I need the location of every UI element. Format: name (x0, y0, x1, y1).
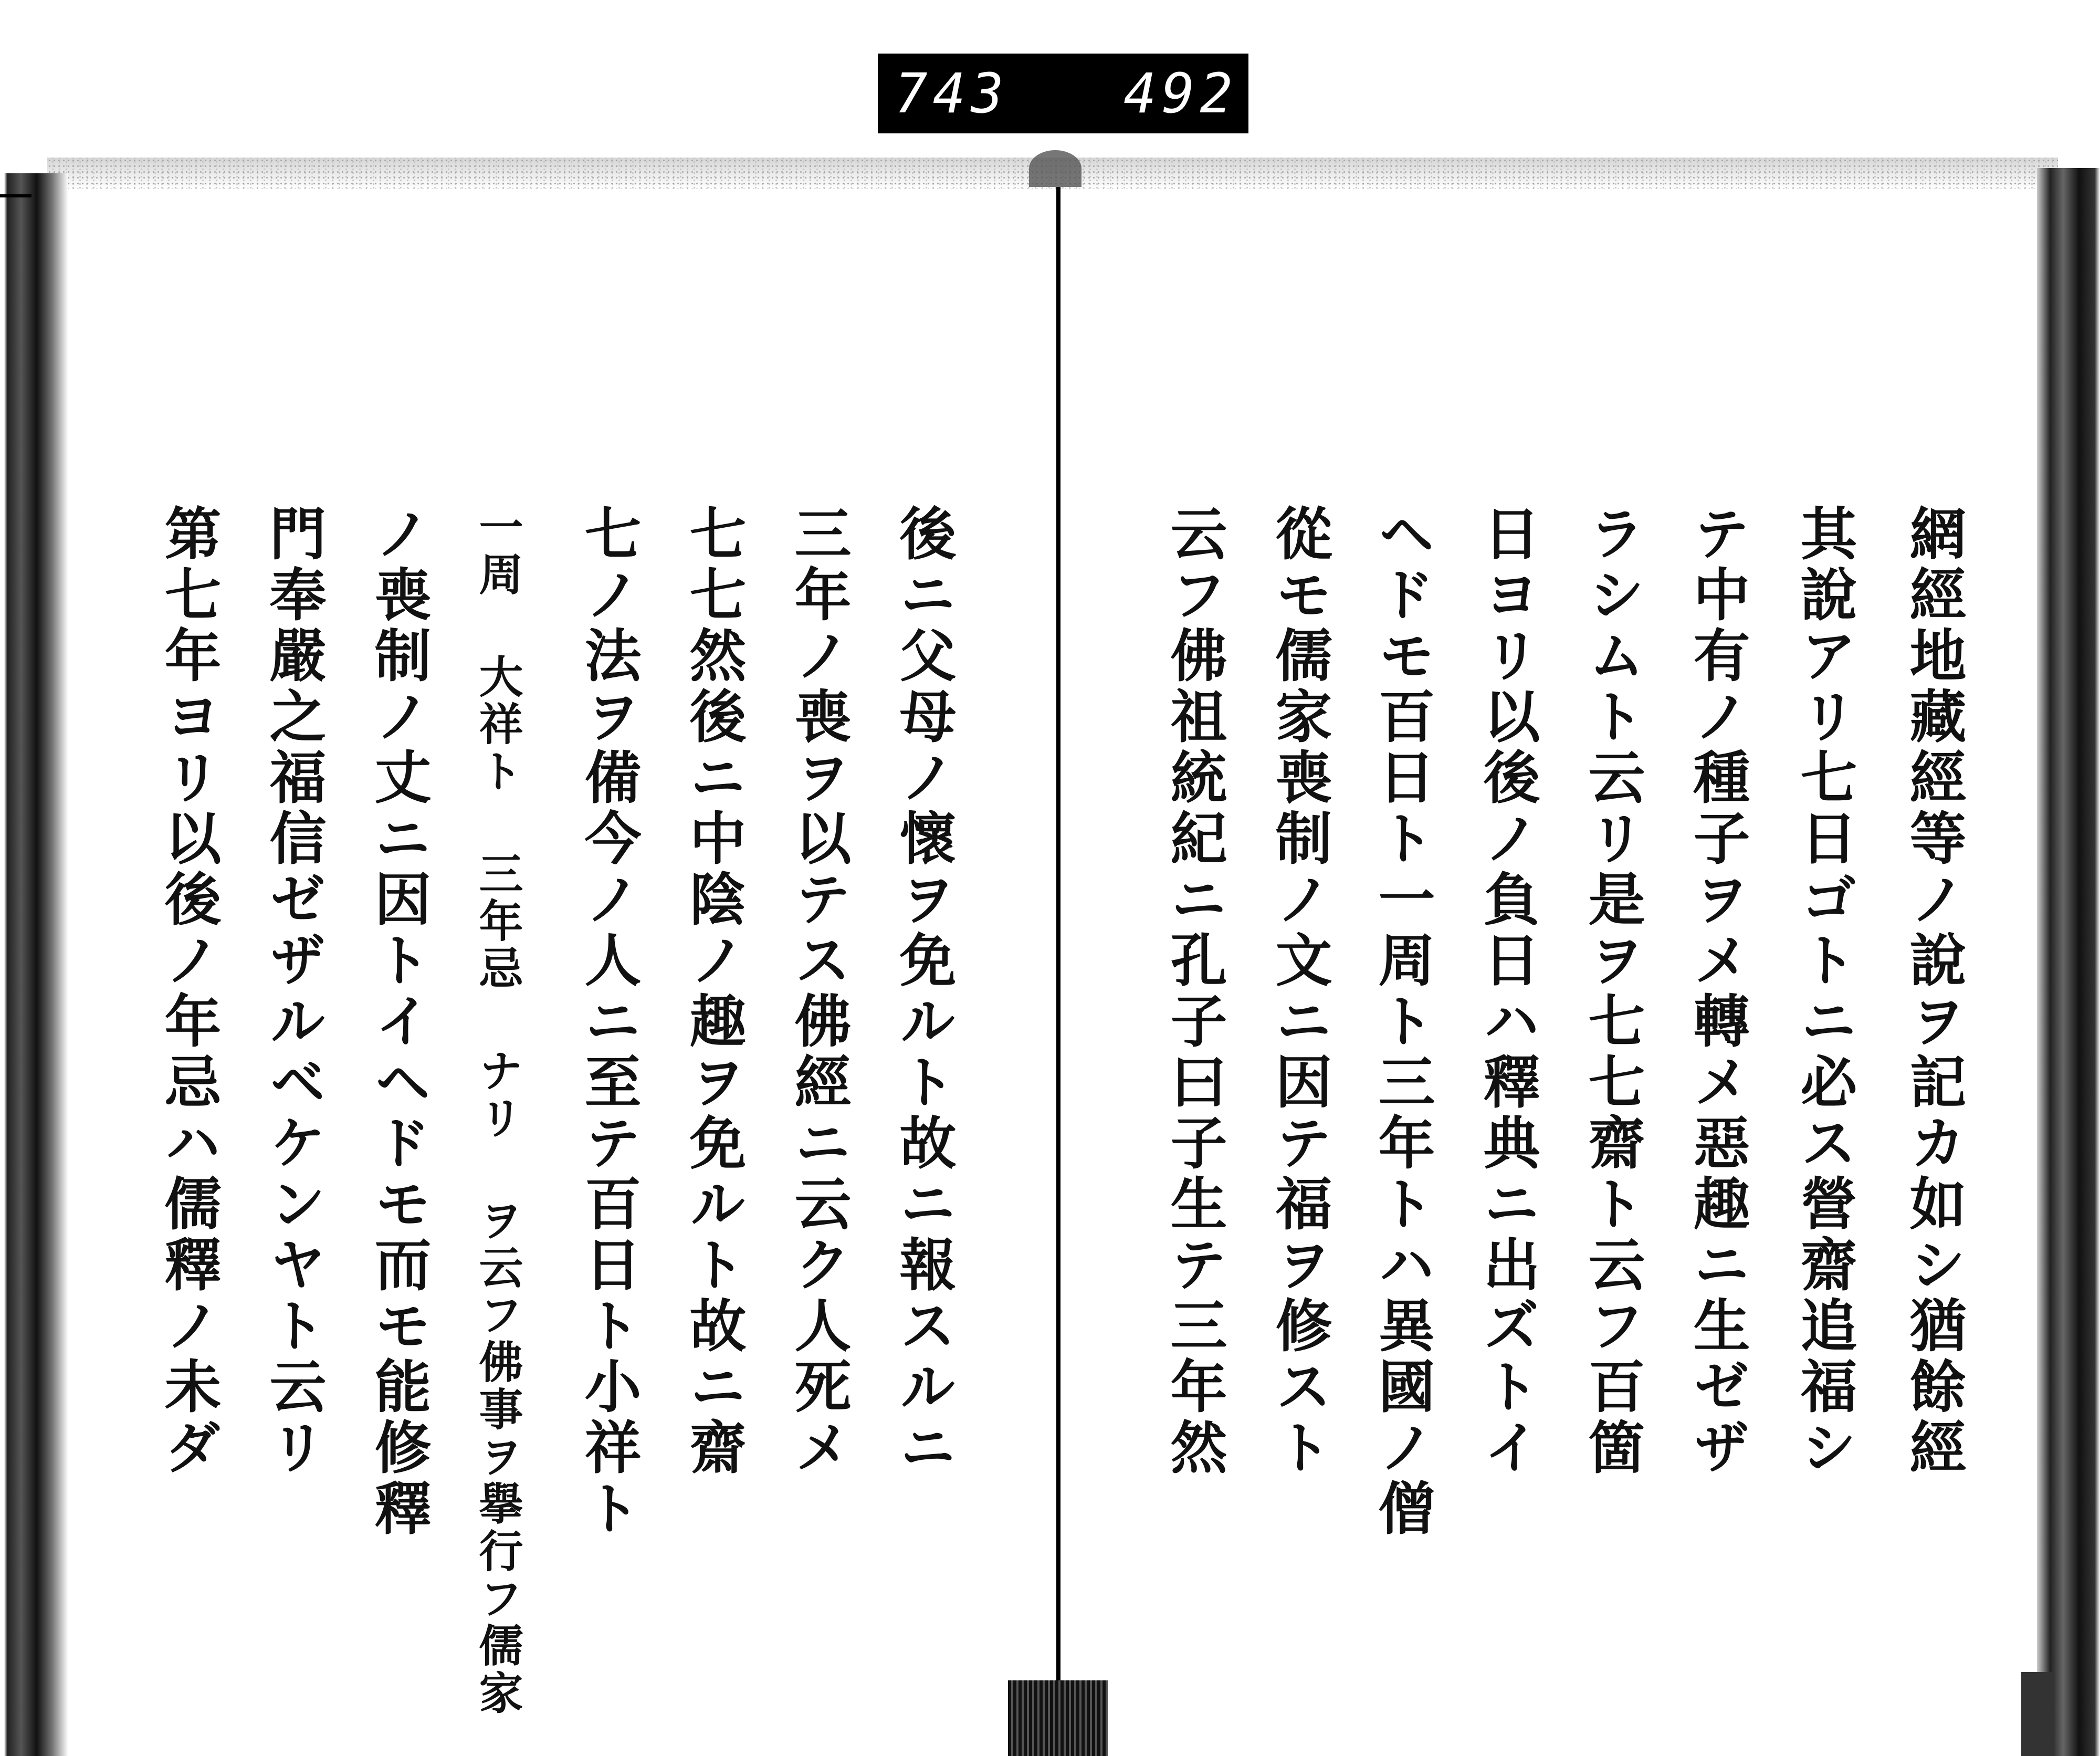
left-page-column-7: 門奉嚴之福信ゼザルベケンヤト云リ (260, 504, 326, 1479)
right-page-column-3: テ中有ノ種子ヲメ轉メ惡趣ニ生ゼザ (1684, 504, 1750, 1479)
right-page-column-6: ヘドモ百日ト一周ト三年トハ異國ノ僧 (1369, 504, 1435, 1540)
right-page-column-2: 其說アリ七日ゴトニ必ス營齋追福シ (1791, 504, 1857, 1479)
right-corner-edge (2021, 1672, 2053, 1756)
left-page-edge (0, 173, 68, 1756)
label-number-right: 492 (1124, 61, 1238, 126)
right-page-column-5: 日ヨリ以後ノ負日ハ釋典ニ出ズトイ (1474, 504, 1540, 1479)
center-gutter (1056, 187, 1060, 1684)
gutter-foot (1008, 1680, 1108, 1756)
right-page-edge (2037, 168, 2100, 1756)
left-page-column-6: ノ喪制ノ丈ニ因トイヘドモ而モ能修釋 (365, 504, 431, 1540)
left-page-column-1: 後ニ父母ノ懷ヲ免ルト故ニ報スルニ (890, 504, 956, 1479)
catalog-label-plate (878, 54, 1248, 133)
label-number-left: 743 (895, 61, 1009, 126)
left-page-column-5: 一周 大祥ト 三年忌 ナリ ヲ云フ佛事ヲ擧行フ儒家 (472, 504, 524, 1717)
left-page-column-4: 七ノ法ヲ備今ノ人ニ至テ百日ト小祥ト (575, 504, 641, 1540)
left-page-column-8: 第七年ヨリ以後ノ年忌ハ儒釋ノ未ダ (155, 504, 221, 1479)
spine-top (1029, 150, 1082, 187)
left-edge-mark (0, 194, 32, 197)
right-page-column-7: 從モ儒家喪制ノ文ニ因テ福ヲ修スト (1266, 504, 1332, 1479)
left-page-column-2: 三年ノ喪ヲ以テス佛經ニ云ク人死メ (785, 504, 851, 1479)
right-page-column-4: ラシムト云リ是ヲ七七齋ト云フ百箇 (1579, 504, 1645, 1479)
right-page-column-1: 網經地藏經等ノ說ヲ記カ如シ猶餘經 (1900, 504, 1966, 1479)
right-page-column-8: 云フ佛祖統紀ニ孔子曰子生テ三年然 (1161, 504, 1227, 1479)
left-page-column-3: 七七然後ニ中陰ノ趣ヲ免ルト故ニ齋 (680, 504, 746, 1479)
